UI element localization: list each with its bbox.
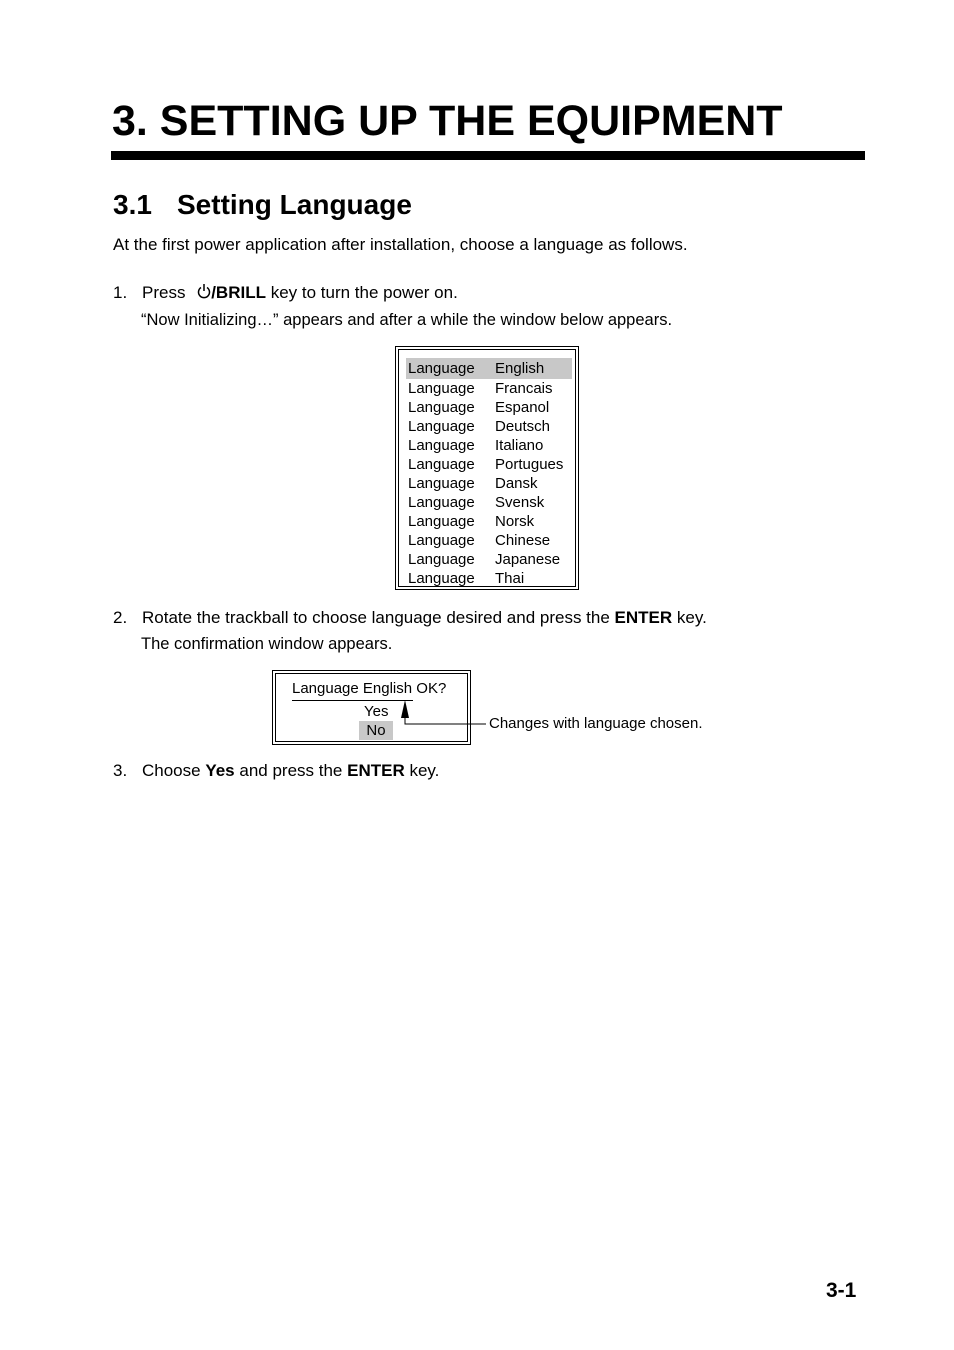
step-number: 2.	[113, 608, 128, 627]
step-text: Choose	[142, 761, 206, 780]
step-text: key.	[404, 761, 440, 780]
intro-paragraph: At the first power application after installation, choose a language as follows.	[113, 235, 688, 254]
no-option[interactable]: No	[359, 721, 393, 740]
language-row-value: Portugues	[495, 456, 564, 473]
callout-label: Changes with language chosen.	[489, 715, 703, 732]
language-row-label: Language	[408, 456, 475, 473]
language-row-label: Language	[408, 437, 475, 454]
section-title-text: Setting Language	[177, 189, 412, 220]
language-row[interactable]	[406, 474, 572, 493]
language-row-value: Espanol	[495, 399, 550, 416]
language-row-value: Japanese	[495, 551, 561, 568]
step-2-note: The confirmation window appears.	[141, 635, 393, 653]
language-row[interactable]	[406, 493, 572, 512]
step-text: and press the	[234, 761, 348, 780]
language-row-label: Language	[408, 551, 475, 568]
enter-key: ENTER	[614, 608, 673, 627]
section-number: 3.1	[113, 189, 152, 220]
step-2	[113, 608, 707, 628]
language-row[interactable]	[406, 436, 572, 455]
language-row-value: Dansk	[495, 475, 538, 492]
language-window-frame	[398, 349, 576, 587]
chapter-rule	[111, 151, 865, 160]
enter-key: ENTER	[347, 761, 405, 780]
step-text: key to turn the power on.	[265, 283, 458, 302]
language-row[interactable]	[406, 358, 572, 379]
step-text: Rotate the trackball to choose language desired and press the	[142, 608, 615, 627]
language-row-label: Language	[408, 475, 475, 492]
language-row-value: Deutsch	[495, 418, 551, 435]
language-row-label: Language	[408, 570, 475, 587]
step-text: key.	[672, 608, 707, 627]
language-window	[395, 346, 579, 590]
language-row-value: Norsk	[495, 513, 535, 530]
language-row-value: Svensk	[495, 494, 545, 511]
step-1	[113, 283, 458, 305]
section-title	[113, 188, 412, 222]
yes-option[interactable]: Yes	[364, 703, 389, 720]
language-row[interactable]	[406, 379, 572, 398]
language-row-value: Italiano	[495, 437, 544, 454]
language-row[interactable]	[406, 417, 572, 436]
power-icon	[197, 283, 211, 305]
language-row[interactable]	[406, 455, 572, 474]
language-row-value: Francais	[495, 380, 553, 397]
arrow-up-icon	[395, 696, 489, 730]
chapter-title: 3. SETTING UP THE EQUIPMENT	[112, 97, 783, 145]
step-number: 1.	[113, 283, 128, 302]
language-row-value: Thai	[495, 570, 525, 587]
language-row[interactable]	[406, 398, 572, 417]
language-row[interactable]	[406, 569, 572, 588]
step-3	[113, 761, 439, 781]
language-row-label: Language	[408, 532, 475, 549]
page-number: 3-1	[826, 1279, 857, 1302]
confirmation-question: Language English OK?	[292, 680, 447, 697]
language-list	[406, 358, 572, 588]
language-row-value: Chinese	[495, 532, 551, 549]
language-row[interactable]	[406, 531, 572, 550]
language-row-value: English	[495, 360, 545, 377]
step-text: Press	[142, 283, 191, 302]
brill-key: /BRILL	[211, 283, 266, 302]
language-row[interactable]	[406, 512, 572, 531]
yes-key: Yes	[205, 761, 235, 780]
language-row-label: Language	[408, 380, 475, 397]
language-row-label: Language	[408, 418, 475, 435]
language-row-label: Language	[408, 360, 475, 377]
language-row-label: Language	[408, 494, 475, 511]
step-number: 3.	[113, 761, 128, 780]
step-1-note: “Now Initializing…” appears and after a while the window below appears.	[141, 311, 673, 329]
language-row[interactable]	[406, 550, 572, 569]
language-row-label: Language	[408, 513, 475, 530]
language-row-label: Language	[408, 399, 475, 416]
